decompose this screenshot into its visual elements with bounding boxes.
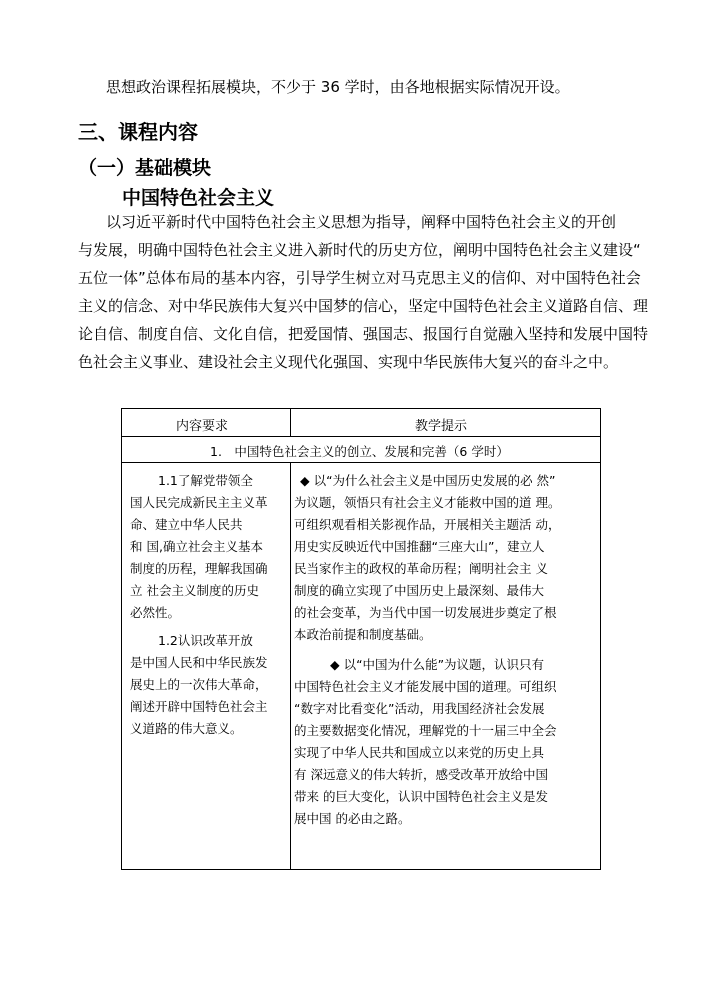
- table-header-requirements: 内容要求: [176, 419, 229, 434]
- requirements-line: 1.1了解党带领全: [158, 473, 253, 488]
- paragraph-line: 主义的信念、对中华民族伟大复兴中国梦的信心，坚定中国特色社会主义道路自信、理: [78, 297, 649, 315]
- hints-line: 实现了中华人民共和国成立以来党的历史上具: [294, 745, 545, 760]
- table-column-divider: [290, 462, 291, 869]
- hints-line: 民当家作主的政权的革命历程；阐明社会主 义: [294, 561, 548, 576]
- requirements-line: 必然性。: [130, 605, 181, 620]
- paragraph-line: 论自信、制度自信、文化自信，把爱国情、强国志、报国行自觉融入坚持和发展中国特: [78, 325, 649, 343]
- table-column-divider: [290, 409, 291, 436]
- paragraph-line: 五位一体”总体布局的基本内容，引导学生树立对马克思主义的信仰、对中国特色社会: [78, 269, 641, 287]
- hints-line: 中国特色社会主义才能发展中国的道理。可组织: [294, 679, 557, 694]
- requirements-line: 阐述开辟中国特色社会主: [130, 699, 268, 714]
- section-heading: 三、课程内容: [78, 120, 198, 144]
- requirements-line: 立 社会主义制度的历史: [130, 583, 259, 598]
- requirements-line: 国人民完成新民主主义革: [130, 495, 268, 510]
- requirements-line: 和 国,确立社会主义基本: [130, 539, 263, 554]
- hints-line: 的主要数据变化情况，理解党的十一届三中全会: [294, 723, 557, 738]
- subsection-heading: （一）基础模块: [78, 157, 212, 179]
- intro-line: 思想政治课程拓展模块，不少于 36 学时，由各地根据实际情况开设。: [106, 78, 570, 96]
- requirements-line: 制度的历程，理解我国确: [130, 561, 268, 576]
- table-divider: [122, 436, 600, 437]
- module-title: 中国特色社会主义: [122, 187, 275, 209]
- hints-line: 本政治前提和制度基础。: [294, 627, 432, 642]
- curriculum-table: [121, 408, 601, 870]
- requirements-line: 命、建立中华人民共: [130, 517, 243, 532]
- paragraph-line: 与发展，明确中国特色社会主义进入新时代的历史方位，阐明中国特色社会主义建设“: [78, 241, 641, 259]
- requirements-line: 义道路的伟大意义。: [130, 721, 243, 736]
- hints-line: 有 深远意义的伟大转折，感受改革开放给中国: [294, 767, 548, 782]
- requirements-line: 1.2认识改革开放: [158, 633, 253, 648]
- hints-line: 制度的确立实现了中国历史上最深刻、最伟大: [294, 583, 545, 598]
- table-header-hints: 教学提示: [415, 419, 468, 434]
- hints-line: 展中国 的必由之路。: [294, 811, 411, 826]
- hints-line: ◆ 以“为什么社会主义是中国历史发展的必 然”: [300, 473, 556, 488]
- hints-line: “数字对比看变化”活动，用我国经济社会发展: [294, 701, 545, 716]
- paragraph-line: 色社会主义事业、建设社会主义现代化强国、实现中华民族伟大复兴的奋斗之中。: [78, 353, 619, 371]
- hints-line: 带来 的巨大变化，认识中国特色社会主义是发: [294, 789, 548, 804]
- requirements-line: 展史上的一次伟大革命，: [130, 677, 268, 692]
- hints-line: 为议题，领悟只有社会主义才能救中国的道 理。: [294, 495, 561, 510]
- paragraph-line: 以习近平新时代中国特色社会主义思想为指导，阐释中国特色社会主义的开创: [106, 213, 617, 231]
- table-topic-row: 1. 中国特色社会主义的创立、发展和完善（6 学时）: [210, 444, 509, 459]
- hints-line: 用史实反映近代中国推翻“三座大山”，建立人: [294, 539, 545, 554]
- hints-line: ◆ 以“中国为什么能”为议题，认识只有: [330, 657, 545, 672]
- table-divider: [122, 462, 600, 463]
- hints-line: 的社会变革，为当代中国一切发展进步奠定了根: [294, 605, 557, 620]
- requirements-line: 是中国人民和中华民族发: [130, 655, 268, 670]
- hints-line: 可组织观看相关影视作品，开展相关主题活 动，: [294, 517, 561, 532]
